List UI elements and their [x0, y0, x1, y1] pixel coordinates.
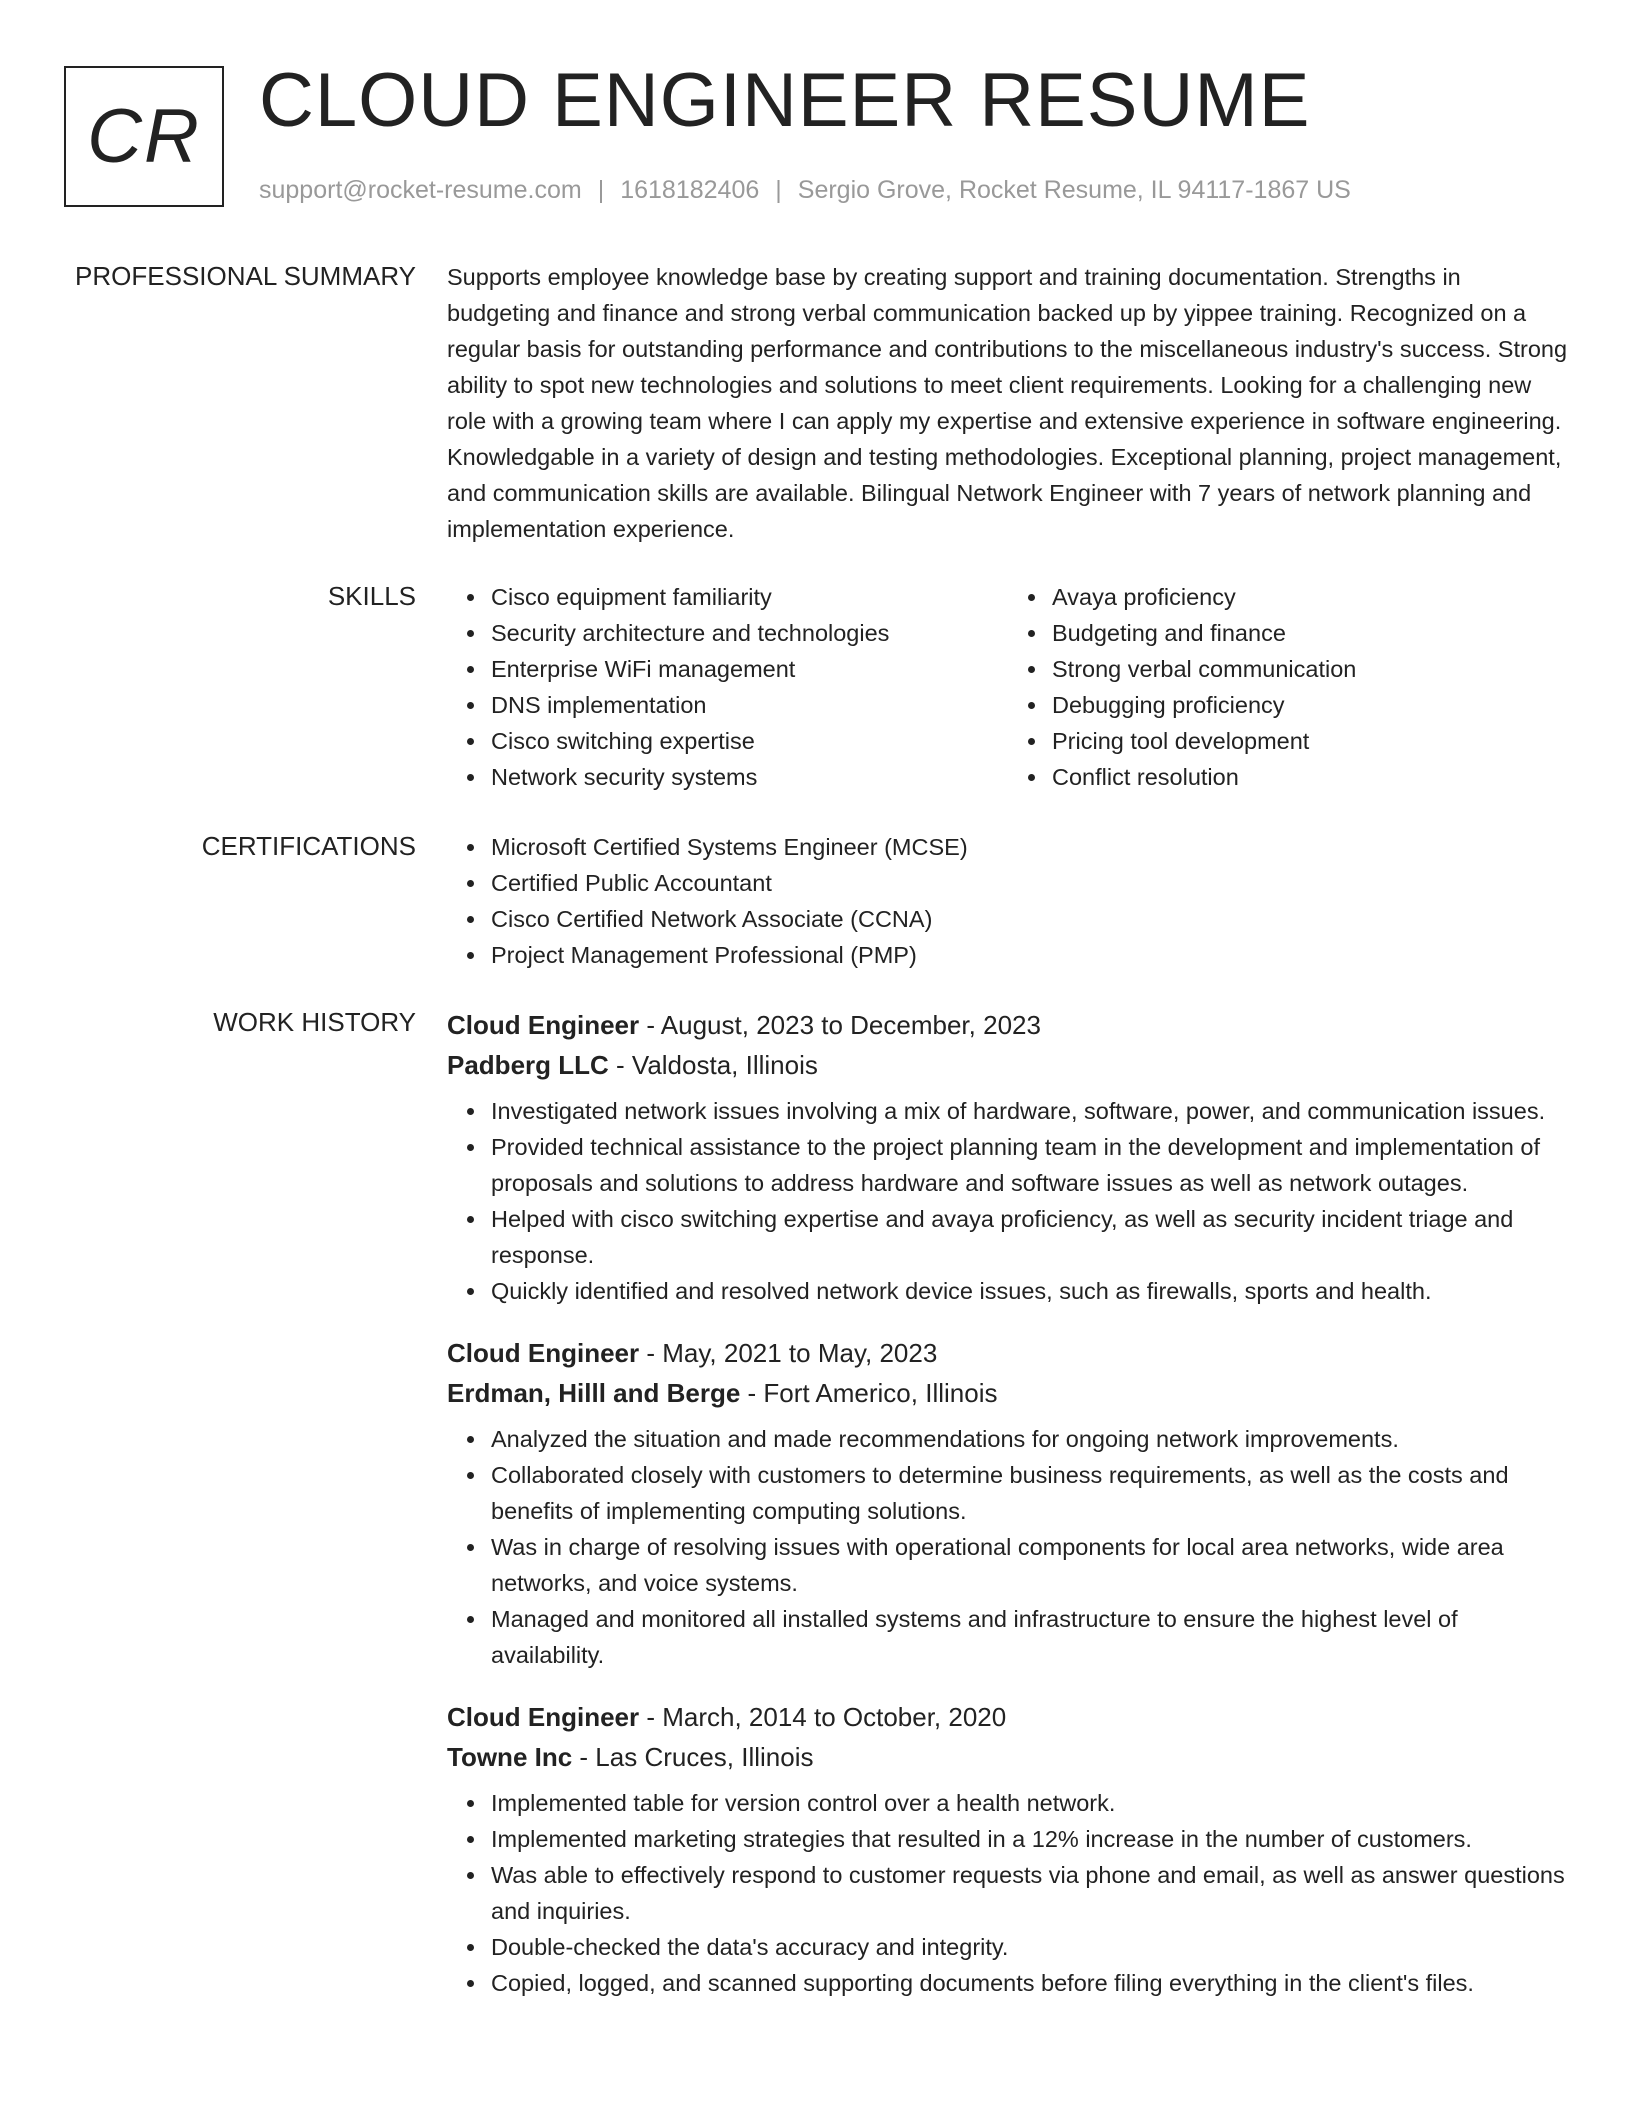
job-company: Towne Inc — [447, 1742, 573, 1772]
list-item: Implemented table for version control over a health network. — [491, 1785, 1569, 1821]
job-title: Cloud Engineer — [447, 1338, 640, 1368]
list-item: Cisco switching expertise — [491, 723, 1008, 759]
contact-phone[interactable]: 1618182406 — [620, 176, 760, 204]
section-label-summary: PROFESSIONAL SUMMARY — [75, 261, 416, 291]
job-bullets — [447, 1421, 1569, 1673]
job-title-line — [447, 1697, 1569, 1737]
list-item: Quickly identified and resolved network device issues, such as firewalls, sports and health. — [491, 1273, 1569, 1309]
job-location: - Fort Americo, Illinois — [740, 1378, 998, 1408]
job-dates: - March, 2014 to October, 2020 — [639, 1702, 1007, 1732]
list-item: Microsoft Certified Systems Engineer (MCSE) — [491, 829, 1569, 865]
contact-separator: | — [597, 176, 605, 204]
job-company: Padberg LLC — [447, 1050, 609, 1080]
list-item: Security architecture and technologies — [491, 615, 1008, 651]
list-item: Provided technical assistance to the project planning team in the development and implementation of proposals and solutions to address hardware and software issues as well as network outages. — [491, 1129, 1569, 1201]
section-label-work-history: WORK HISTORY — [213, 1007, 416, 1037]
monogram-logo: CR — [64, 66, 224, 207]
certifications-body — [447, 829, 1569, 973]
certifications-list — [447, 829, 1569, 973]
contact-address: Sergio Grove, Rocket Resume, IL 94117-1867 US — [797, 176, 1351, 204]
job-dates: - August, 2023 to December, 2023 — [639, 1010, 1041, 1040]
list-item: Enterprise WiFi management — [491, 651, 1008, 687]
skills-grid — [447, 579, 1569, 795]
job-bullets — [447, 1093, 1569, 1309]
section-label-skills: SKILLS — [327, 581, 416, 611]
job-title: Cloud Engineer — [447, 1010, 640, 1040]
skills-list-right — [1008, 579, 1569, 795]
list-item: Strong verbal communication — [1052, 651, 1569, 687]
job-entry — [447, 1005, 1569, 1309]
list-item: Analyzed the situation and made recommendations for ongoing network improvements. — [491, 1421, 1569, 1457]
job-location: - Las Cruces, Illinois — [572, 1742, 814, 1772]
list-item: Network security systems — [491, 759, 1008, 795]
job-title-line — [447, 1005, 1569, 1045]
list-item: Project Management Professional (PMP) — [491, 937, 1569, 973]
contact-email[interactable]: support@rocket-resume.com — [259, 176, 582, 204]
list-item: Implemented marketing strategies that resulted in a 12% increase in the number of customers. — [491, 1821, 1569, 1857]
job-bullets — [447, 1785, 1569, 2001]
list-item: Copied, logged, and scanned supporting documents before filing everything in the client's files. — [491, 1965, 1569, 2001]
job-company-line — [447, 1737, 1569, 1777]
list-item: Cisco Certified Network Associate (CCNA) — [491, 901, 1569, 937]
list-item: Cisco equipment familiarity — [491, 579, 1008, 615]
list-item: Collaborated closely with customers to determine business requirements, as well as the costs and benefits of implementing computing solutions. — [491, 1457, 1569, 1529]
summary-text: Supports employee knowledge base by creating support and training documentation. Strengths in budgeting and finance and strong verbal communication backed up by yippee training. Recognized on a regular basis for outstanding performance and contributions to the miscellaneous industry's success. Strong ability to spot new technologies and solutions to meet client requirements. Looking for a challenging new role with a growing team where I can apply my expertise and extensive experience in software engineering. Knowledgable in a variety of design and testing methodologies. Exceptional planning, project management, and communication skills are available. Bilingual Network Engineer with 7 years of network planning and implementation experience. — [447, 264, 1568, 542]
section-label-certifications: CERTIFICATIONS — [201, 831, 416, 861]
list-item: Helped with cisco switching expertise and avaya proficiency, as well as security incident triage and response. — [491, 1201, 1569, 1273]
list-item: DNS implementation — [491, 687, 1008, 723]
list-item: Managed and monitored all installed systems and infrastructure to ensure the highest level of availability. — [491, 1601, 1569, 1673]
job-title: Cloud Engineer — [447, 1702, 640, 1732]
job-location: - Valdosta, Illinois — [608, 1050, 818, 1080]
list-item: Certified Public Accountant — [491, 865, 1569, 901]
summary-body — [447, 259, 1569, 547]
list-item: Pricing tool development — [1052, 723, 1569, 759]
list-item: Conflict resolution — [1052, 759, 1569, 795]
list-item: Was able to effectively respond to customer requests via phone and email, as well as answer questions and inquiries. — [491, 1857, 1569, 1929]
work-history-body — [447, 1005, 1569, 2025]
list-item: Avaya proficiency — [1052, 579, 1569, 615]
job-title-line — [447, 1333, 1569, 1373]
list-item: Budgeting and finance — [1052, 615, 1569, 651]
contact-separator: | — [775, 176, 782, 204]
job-entry — [447, 1333, 1569, 1673]
list-item: Investigated network issues involving a mix of hardware, software, power, and communication issues. — [491, 1093, 1569, 1129]
skills-list-left — [447, 579, 1008, 795]
job-company-line — [447, 1373, 1569, 1413]
job-company: Erdman, Hilll and Berge — [447, 1378, 741, 1408]
contact-line — [259, 174, 1351, 206]
skills-body — [447, 579, 1569, 795]
list-item: Double-checked the data's accuracy and integrity. — [491, 1929, 1569, 1965]
job-dates: - May, 2021 to May, 2023 — [639, 1338, 938, 1368]
list-item: Debugging proficiency — [1052, 687, 1569, 723]
page-title: CLOUD ENGINEER RESUME — [259, 58, 1311, 143]
job-company-line — [447, 1045, 1569, 1085]
job-entry — [447, 1697, 1569, 2001]
list-item: Was in charge of resolving issues with operational components for local area networks, wide area networks, and voice systems. — [491, 1529, 1569, 1601]
